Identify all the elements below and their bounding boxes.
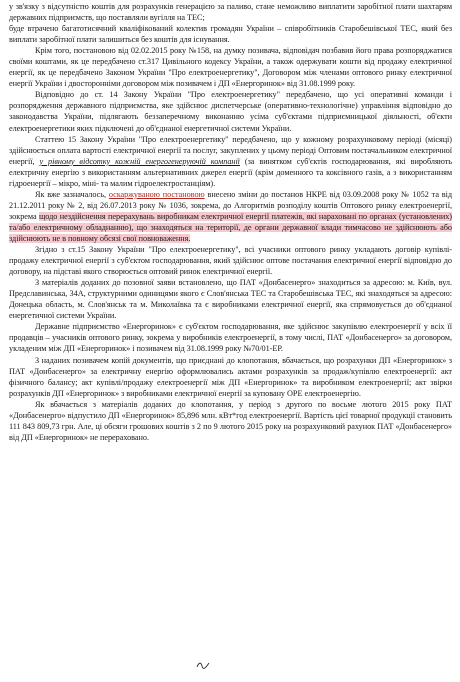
paragraph-5 bbox=[9, 134, 452, 189]
paragraph-4: Відповідно до ст. 14 Закону України "Про електроенергетику" передбачено, що усі оперативні команди і розпорядження державного підприємства, яке здійснює диспетчерське (оперативно-технологічне) управління відповідно до законодавства України, підлягають беззаперечному виконанню усіма суб'єктами підприємницької діяльності, об'єкти електроенергетики яких підключені до об'єднаної енергетичної системи України. bbox=[9, 90, 452, 133]
paragraph-3: Крім того, постановою від 02.02.2015 року №158, на думку позивача, відповідач позбавив його права розпоряджатися своїми коштами, як це передбачено ст.317 Цивільного кодексу України, а також одержувати кошти від продажу електричної енергії, як це передбачено Законом України "Про електроенергетику", Договором між членами оптового ринку електричної енергії України і двосторонніми договором між позивачем і ДП «Енергоринок» від 31.08.1999 року. bbox=[9, 46, 452, 89]
paragraph-8: З матеріалів доданих до позовної заяви встановлено, що ПАТ «Донбасенерго» знаходиться за адресою: м. Київ, вул. Предславинська, 34А, структурними одиницями якого є Слов'янська ТЕС та Старобешівська ТЕС, які знаходяться за адресою: Донецька область, м. Слов'янськ та м. Миколаївка та є виробниками електричної енергії, яка спрямовується до об'єднаної енергетичної системи України. bbox=[9, 278, 452, 321]
paragraph-7: Згідно з ст.15 Закону України "Про електроенергетику", всі учасники оптового ринку укладають договір купівлі-продажу електричної енергії з суб'єктом господарювання, який здійснює оптове постачання електричної енергії відповідно до договору, на підставі якого створюється оптовий ринок електричної енергії. bbox=[9, 245, 452, 277]
paragraph-1: у зв'язку з відсутністю коштів для розрахунків генерацією за паливо, стане неможливо виплатити заробітної плати шахтарям державних підприємств, що поставляли вугілля на ТЕС; bbox=[9, 2, 452, 23]
paragraph-6-part-a: Як вже зазначалось, bbox=[35, 189, 109, 199]
paragraph-6-highlight-red: оскаржуваною постановою bbox=[108, 189, 205, 199]
paragraph-11: Як вбачається з матеріалів доданих до клопотання, у період з другого по восьме лютого 2015 року ПАТ «Донбасенерго» відпустило ДП «Енергоринок» 85,896 млн. кВт*год електроенергії. Вартість цієї товарної продукції становить 111 843 809,73 грн. Але, ці обсяги грошових коштів з 2 по 9 лютого 2015 року на розрахунковий рахунок ПАТ «Донбасенерго» від ДП «Енергоринок» не перераховано. bbox=[9, 399, 452, 442]
paragraph-6-highlight-pink: щодо нездійснення перерахувань виробникам електричної енергії платежів, які нараховані по органах (установлених) та/або електричному обладнанню), що знаходяться на території, де органи державної влади тимчасово не здійснюють або здійснюють не в повному обсязі свої повноваження. bbox=[9, 211, 453, 243]
paragraph-9: Державне підприємство «Енергоринок» є суб'єктом господарювання, яке здійснює закупівлю електроенергії у всіх її продавців – учасників оптового ринку, зокрема у виробників електроенергії, в тому числі, ПАТ «Донбасенерго» за договором, укладеним між ДП «Енергоринок» і позивачем від 31.08.1999 року №70/01-ЕР. bbox=[9, 322, 452, 354]
paragraph-6 bbox=[9, 189, 452, 244]
paragraph-10: З наданих позивачем копій документів, що приєднані до клопотання, вбачається, що розрахунки ДП «Енергоринок» з ПАТ «Донбасенерго» за електричну енергію оформлювались актами розрахунків за продаж/купівлю електроенергії: акт фізичного балансу; акт купівлі/продажу електроенергії між ДП «Енергоринок» та виробником електроенергії; акт звірки розрахунків ДП «Енергоринок» з виробниками електричної енергії за куповану ОРЕ електроенергію. bbox=[9, 355, 452, 398]
handwritten-mark-icon bbox=[196, 660, 210, 670]
paragraph-5-part-a: Статтею 15 Закону України "Про електроенергетику" передбачено, що у кожному розрахунковому періоді (місяці) здійснюється оплата вартості електричної енергії та послуг, закуплених у цьому періоді Оптовим постачальником електричної енергії, bbox=[9, 134, 452, 166]
paragraph-2: буде втрачено багатотисячний кваліфікований колектив громадян України – співробітників Старобешівської ТЕС, який без виплати заробітної плати залишиться без коштів для існування. bbox=[9, 24, 452, 45]
paragraph-5-part-c: (за винятком суб'єктів господарювання, які виробляють електричну енергію з використанням альтернативних джерел енергії (крім доменного та коксівного газів, а з використанням гідроенергії – мікро, міні- та малим гідроелектростанціям). bbox=[9, 156, 452, 188]
paragraph-6-part-c: внесено зміни до постанов НКРЕ від 03.09.2008 року № 1052 та від 21.12.2011 року № 2, від 26.07.2013 року № 1036, зокрема, до Алгоритмів розподілу коштів Оптового ринку електроенергії, зокрема bbox=[9, 189, 452, 221]
paragraph-5-emphasis: у рівному відсотку кожній енергогенеруючій компанії bbox=[39, 156, 240, 166]
